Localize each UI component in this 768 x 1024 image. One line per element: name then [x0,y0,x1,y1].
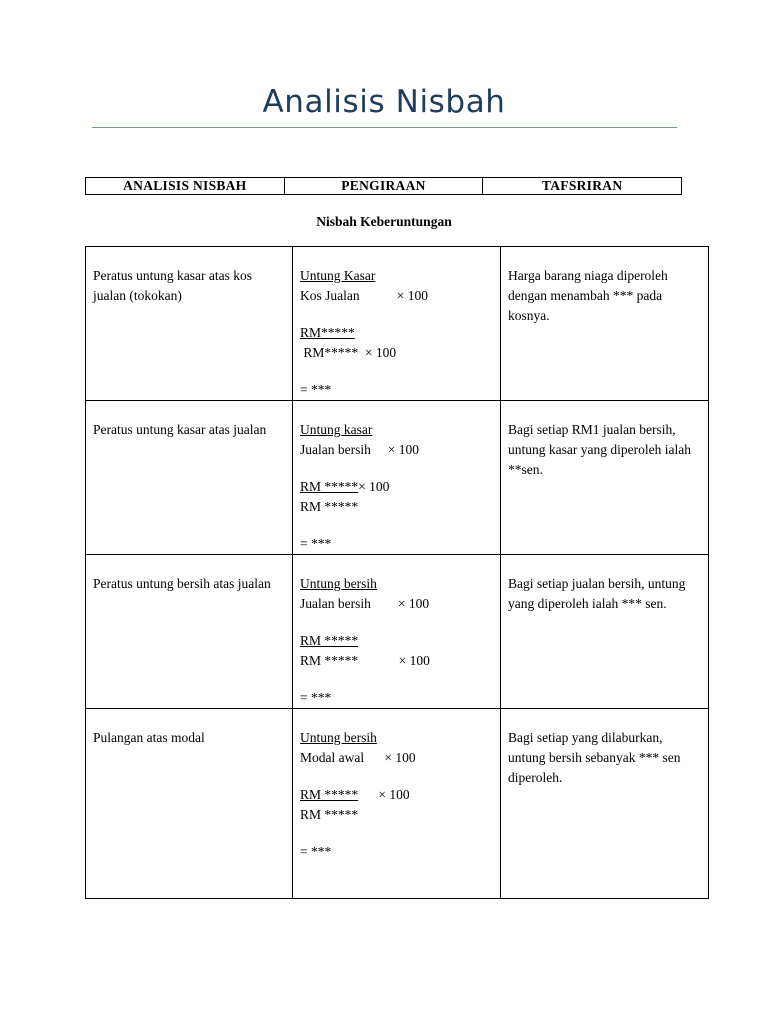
ratio-interpretation: Bagi setiap jualan bersih, untung yang diperoleh ialah *** sen. [501,555,709,709]
calc-denominator: Modal awal × 100 [300,750,416,765]
ratio-calculation [293,401,501,555]
ratio-calculation [293,709,501,899]
page-title: Analisis Nisbah [262,84,506,120]
ratio-calculation [293,555,501,709]
ratio-interpretation: Bagi setiap yang dilaburkan, untung bersih sebanyak *** sen diperoleh. [501,709,709,899]
calc-numerator: Untung bersih [300,576,377,591]
header-table [85,177,682,195]
title-underline [92,127,677,128]
calc-denominator: Kos Jualan × 100 [300,288,428,303]
calc-value-numerator: RM ***** [300,479,359,494]
calc-multiplier: × 100 [358,787,410,802]
table-row [86,709,709,899]
table-row [86,247,709,401]
table-row [86,401,709,555]
ratio-interpretation: Bagi setiap RM1 jualan bersih, untung kasar yang diperoleh ialah **sen. [501,401,709,555]
ratio-name: Peratus untung kasar atas jualan [86,401,293,555]
ratio-name: Peratus untung bersih atas jualan [86,555,293,709]
header-analisis-nisbah: ANALISIS NISBAH [86,178,285,195]
calc-multiplier: × 100 [358,479,390,494]
calc-denominator: Jualan bersih × 100 [300,596,430,611]
calc-numerator: Untung bersih [300,730,377,745]
calc-result: = *** [300,382,332,397]
calc-result: = *** [300,844,332,859]
calc-denominator: Jualan bersih × 100 [300,442,419,457]
table-row [86,555,709,709]
ratio-calculation [293,247,501,401]
calc-value-numerator: RM ***** [300,633,359,648]
ratio-name: Pulangan atas modal [86,709,293,899]
ratio-interpretation: Harga barang niaga diperoleh dengan menambah *** pada kosnya. [501,247,709,401]
calc-value-denominator: RM***** × 100 [300,345,397,360]
ratio-name: Peratus untung kasar atas kos jualan (tokokan) [86,247,293,401]
calc-value-numerator: RM ***** [300,787,359,802]
calc-numerator: Untung kasar [300,422,373,437]
header-pengiraan: PENGIRAAN [284,178,483,195]
section-title: Nisbah Keberuntungan [316,214,452,229]
calc-value-denominator: RM ***** × 100 [300,653,430,668]
calc-result: = *** [300,536,332,551]
calc-result: = *** [300,690,332,705]
header-tafsiran: TAFSRIRAN [483,178,682,195]
calc-value-denominator: RM ***** [300,807,359,822]
calc-numerator: Untung Kasar [300,268,376,283]
calc-value-numerator: RM***** [300,325,355,340]
ratio-table [85,246,709,899]
calc-value-denominator: RM ***** [300,499,359,514]
